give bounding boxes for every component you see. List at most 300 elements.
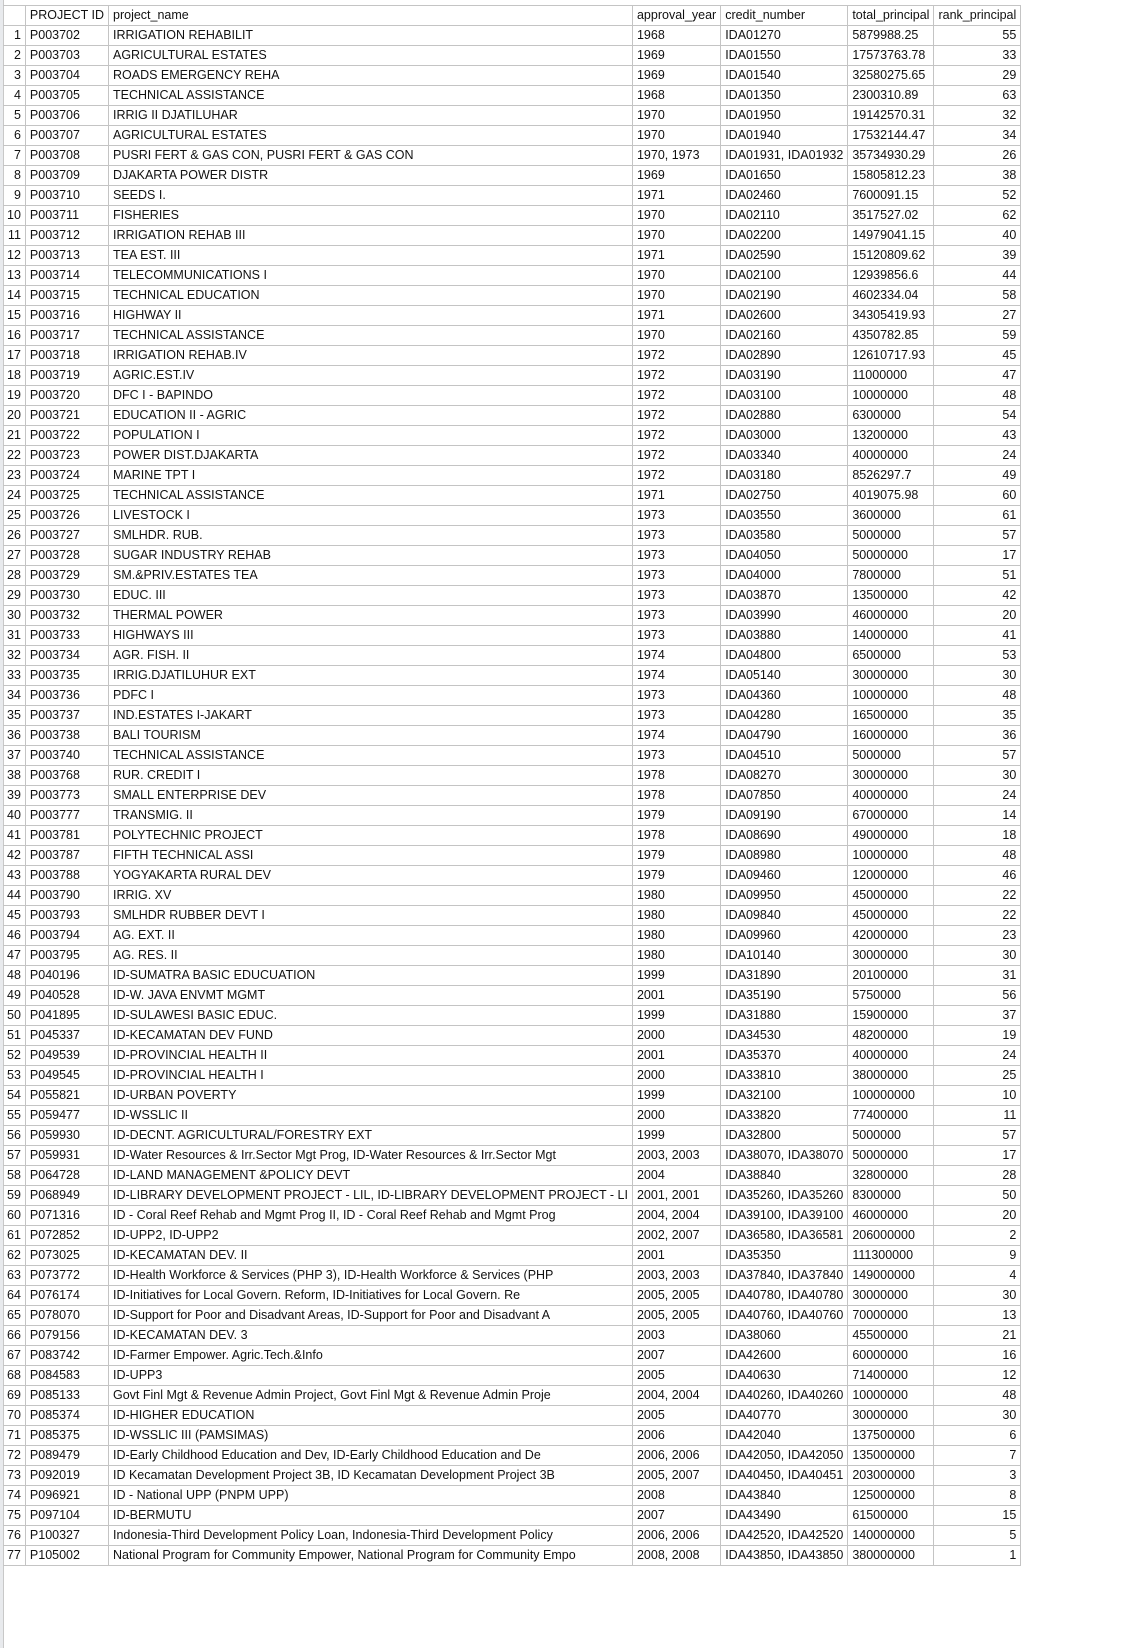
cell-project-name[interactable]: TEA EST. III — [109, 246, 633, 266]
cell-approval-year[interactable]: 2006, 2006 — [632, 1446, 720, 1466]
cell-total-principal[interactable]: 3517527.02 — [848, 206, 934, 226]
cell-total-principal[interactable]: 34305419.93 — [848, 306, 934, 326]
cell-rank-principal[interactable]: 61 — [934, 506, 1021, 526]
cell-approval-year[interactable]: 1980 — [632, 946, 720, 966]
cell-approval-year[interactable]: 1970 — [632, 266, 720, 286]
cell-rank-principal[interactable]: 38 — [934, 166, 1021, 186]
cell-total-principal[interactable]: 14000000 — [848, 626, 934, 646]
cell-project-name[interactable]: ID-WSSLIC II — [109, 1106, 633, 1126]
cell-project-name[interactable]: POPULATION I — [109, 426, 633, 446]
cell-rank-principal[interactable]: 60 — [934, 486, 1021, 506]
cell-credit-number[interactable]: IDA03000 — [721, 426, 848, 446]
cell-project-id[interactable]: P003721 — [25, 406, 108, 426]
cell-total-principal[interactable]: 30000000 — [848, 1286, 934, 1306]
cell-project-name[interactable]: ID-Early Childhood Education and Dev, ID-Early Childhood Education and De — [109, 1446, 633, 1466]
cell-credit-number[interactable]: IDA09190 — [721, 806, 848, 826]
cell-rank-principal[interactable]: 58 — [934, 286, 1021, 306]
cell-approval-year[interactable]: 2008, 2008 — [632, 1546, 720, 1566]
cell-project-id[interactable]: P003729 — [25, 566, 108, 586]
cell-approval-year[interactable]: 1971 — [632, 486, 720, 506]
cell-rank-principal[interactable]: 49 — [934, 466, 1021, 486]
cell-project-name[interactable]: TECHNICAL ASSISTANCE — [109, 326, 633, 346]
cell-rank-principal[interactable]: 45 — [934, 346, 1021, 366]
cell-project-name[interactable]: ID-LIBRARY DEVELOPMENT PROJECT - LIL, ID-LIBRARY DEVELOPMENT PROJECT - LI — [109, 1186, 633, 1206]
cell-project-id[interactable]: P003708 — [25, 146, 108, 166]
cell-credit-number[interactable]: IDA01550 — [721, 46, 848, 66]
cell-project-name[interactable]: EDUC. III — [109, 586, 633, 606]
cell-approval-year[interactable]: 1978 — [632, 766, 720, 786]
cell-credit-number[interactable]: IDA43490 — [721, 1506, 848, 1526]
cell-credit-number[interactable]: IDA04790 — [721, 726, 848, 746]
cell-total-principal[interactable]: 5000000 — [848, 1126, 934, 1146]
cell-project-id[interactable]: P089479 — [25, 1446, 108, 1466]
cell-rank-principal[interactable]: 56 — [934, 986, 1021, 1006]
cell-credit-number[interactable]: IDA04510 — [721, 746, 848, 766]
cell-credit-number[interactable]: IDA10140 — [721, 946, 848, 966]
cell-total-principal[interactable]: 45000000 — [848, 886, 934, 906]
cell-project-id[interactable]: P064728 — [25, 1166, 108, 1186]
cell-project-name[interactable]: ID-Initiatives for Local Govern. Reform, ID-Initiatives for Local Govern. Re — [109, 1286, 633, 1306]
cell-rank-principal[interactable]: 23 — [934, 926, 1021, 946]
cell-total-principal[interactable]: 5750000 — [848, 986, 934, 1006]
header-rank-principal[interactable]: rank_principal — [934, 6, 1021, 26]
cell-rank-principal[interactable]: 28 — [934, 1166, 1021, 1186]
cell-project-name[interactable]: ID-DECNT. AGRICULTURAL/FORESTRY EXT — [109, 1126, 633, 1146]
cell-project-id[interactable]: P003733 — [25, 626, 108, 646]
cell-rank-principal[interactable]: 30 — [934, 1286, 1021, 1306]
cell-project-id[interactable]: P085374 — [25, 1406, 108, 1426]
cell-total-principal[interactable]: 5879988.25 — [848, 26, 934, 46]
cell-project-id[interactable]: P003716 — [25, 306, 108, 326]
cell-project-id[interactable]: P003706 — [25, 106, 108, 126]
cell-total-principal[interactable]: 45500000 — [848, 1326, 934, 1346]
cell-project-id[interactable]: P071316 — [25, 1206, 108, 1226]
cell-total-principal[interactable]: 10000000 — [848, 846, 934, 866]
cell-rank-principal[interactable]: 21 — [934, 1326, 1021, 1346]
cell-credit-number[interactable]: IDA42050, IDA42050 — [721, 1446, 848, 1466]
cell-credit-number[interactable]: IDA38070, IDA38070 — [721, 1146, 848, 1166]
cell-rank-principal[interactable]: 18 — [934, 826, 1021, 846]
cell-credit-number[interactable]: IDA40770 — [721, 1406, 848, 1426]
cell-project-name[interactable]: AGRIC.EST.IV — [109, 366, 633, 386]
cell-approval-year[interactable]: 2007 — [632, 1346, 720, 1366]
cell-project-name[interactable]: AGRICULTURAL ESTATES — [109, 126, 633, 146]
cell-total-principal[interactable]: 42000000 — [848, 926, 934, 946]
cell-credit-number[interactable]: IDA40260, IDA40260 — [721, 1386, 848, 1406]
cell-project-name[interactable]: IRRIG II DJATILUHAR — [109, 106, 633, 126]
cell-project-id[interactable]: P003730 — [25, 586, 108, 606]
cell-approval-year[interactable]: 1980 — [632, 906, 720, 926]
cell-total-principal[interactable]: 137500000 — [848, 1426, 934, 1446]
cell-approval-year[interactable]: 1970 — [632, 286, 720, 306]
cell-rank-principal[interactable]: 37 — [934, 1006, 1021, 1026]
cell-project-name[interactable]: TECHNICAL ASSISTANCE — [109, 486, 633, 506]
cell-approval-year[interactable]: 2004 — [632, 1166, 720, 1186]
cell-rank-principal[interactable]: 30 — [934, 1406, 1021, 1426]
cell-project-name[interactable]: ID-KECAMATAN DEV. 3 — [109, 1326, 633, 1346]
cell-project-name[interactable]: DJAKARTA POWER DISTR — [109, 166, 633, 186]
cell-project-id[interactable]: P003704 — [25, 66, 108, 86]
cell-project-name[interactable]: HIGHWAYS III — [109, 626, 633, 646]
cell-credit-number[interactable]: IDA31890 — [721, 966, 848, 986]
cell-approval-year[interactable]: 2001, 2001 — [632, 1186, 720, 1206]
cell-project-id[interactable]: P068949 — [25, 1186, 108, 1206]
cell-approval-year[interactable]: 2008 — [632, 1486, 720, 1506]
cell-total-principal[interactable]: 135000000 — [848, 1446, 934, 1466]
cell-project-name[interactable]: ID-Water Resources & Irr.Sector Mgt Prog, ID-Water Resources & Irr.Sector Mgt — [109, 1146, 633, 1166]
cell-approval-year[interactable]: 2004, 2004 — [632, 1206, 720, 1226]
cell-rank-principal[interactable]: 39 — [934, 246, 1021, 266]
cell-project-id[interactable]: P003714 — [25, 266, 108, 286]
cell-credit-number[interactable]: IDA02110 — [721, 206, 848, 226]
cell-credit-number[interactable]: IDA02100 — [721, 266, 848, 286]
cell-project-id[interactable]: P059477 — [25, 1106, 108, 1126]
header-credit-number[interactable]: credit_number — [721, 6, 848, 26]
cell-project-name[interactable]: BALI TOURISM — [109, 726, 633, 746]
cell-credit-number[interactable]: IDA32100 — [721, 1086, 848, 1106]
cell-approval-year[interactable]: 2005, 2007 — [632, 1466, 720, 1486]
cell-credit-number[interactable]: IDA03580 — [721, 526, 848, 546]
cell-project-id[interactable]: P003728 — [25, 546, 108, 566]
cell-project-id[interactable]: P003793 — [25, 906, 108, 926]
cell-project-name[interactable]: ID-PROVINCIAL HEALTH I — [109, 1066, 633, 1086]
cell-project-id[interactable]: P003712 — [25, 226, 108, 246]
cell-credit-number[interactable]: IDA03880 — [721, 626, 848, 646]
cell-rank-principal[interactable]: 15 — [934, 1506, 1021, 1526]
cell-approval-year[interactable]: 1970 — [632, 106, 720, 126]
cell-total-principal[interactable]: 17573763.78 — [848, 46, 934, 66]
cell-project-id[interactable]: P003790 — [25, 886, 108, 906]
cell-total-principal[interactable]: 40000000 — [848, 446, 934, 466]
cell-approval-year[interactable]: 1999 — [632, 966, 720, 986]
cell-approval-year[interactable]: 1973 — [632, 626, 720, 646]
cell-approval-year[interactable]: 2003, 2003 — [632, 1146, 720, 1166]
cell-project-id[interactable]: P003719 — [25, 366, 108, 386]
cell-project-name[interactable]: SMLHDR. RUB. — [109, 526, 633, 546]
cell-project-id[interactable]: P003707 — [25, 126, 108, 146]
cell-approval-year[interactable]: 1970 — [632, 326, 720, 346]
cell-credit-number[interactable]: IDA01270 — [721, 26, 848, 46]
cell-approval-year[interactable]: 1979 — [632, 806, 720, 826]
cell-project-name[interactable]: ID-PROVINCIAL HEALTH II — [109, 1046, 633, 1066]
cell-project-name[interactable]: THERMAL POWER — [109, 606, 633, 626]
cell-credit-number[interactable]: IDA43840 — [721, 1486, 848, 1506]
cell-total-principal[interactable]: 111300000 — [848, 1246, 934, 1266]
cell-rank-principal[interactable]: 12 — [934, 1366, 1021, 1386]
cell-total-principal[interactable]: 32580275.65 — [848, 66, 934, 86]
cell-rank-principal[interactable]: 48 — [934, 1386, 1021, 1406]
cell-total-principal[interactable]: 16500000 — [848, 706, 934, 726]
cell-project-name[interactable]: AG. RES. II — [109, 946, 633, 966]
cell-credit-number[interactable]: IDA01940 — [721, 126, 848, 146]
cell-project-id[interactable]: P049539 — [25, 1046, 108, 1066]
cell-rank-principal[interactable]: 30 — [934, 946, 1021, 966]
cell-rank-principal[interactable]: 43 — [934, 426, 1021, 446]
cell-rank-principal[interactable]: 46 — [934, 866, 1021, 886]
cell-rank-principal[interactable]: 48 — [934, 686, 1021, 706]
cell-project-id[interactable]: P041895 — [25, 1006, 108, 1026]
cell-credit-number[interactable]: IDA09840 — [721, 906, 848, 926]
cell-project-name[interactable]: ID-LAND MANAGEMENT &POLICY DEVT — [109, 1166, 633, 1186]
cell-approval-year[interactable]: 1973 — [632, 526, 720, 546]
cell-project-id[interactable]: P003724 — [25, 466, 108, 486]
cell-approval-year[interactable]: 1972 — [632, 346, 720, 366]
cell-rank-principal[interactable]: 13 — [934, 1306, 1021, 1326]
cell-project-name[interactable]: AGR. FISH. II — [109, 646, 633, 666]
cell-credit-number[interactable]: IDA01540 — [721, 66, 848, 86]
cell-approval-year[interactable]: 1973 — [632, 746, 720, 766]
cell-rank-principal[interactable]: 5 — [934, 1526, 1021, 1546]
cell-project-id[interactable]: P003732 — [25, 606, 108, 626]
cell-approval-year[interactable]: 1972 — [632, 406, 720, 426]
cell-total-principal[interactable]: 38000000 — [848, 1066, 934, 1086]
cell-approval-year[interactable]: 1968 — [632, 86, 720, 106]
cell-project-name[interactable]: FIFTH TECHNICAL ASSI — [109, 846, 633, 866]
cell-total-principal[interactable]: 4602334.04 — [848, 286, 934, 306]
cell-rank-principal[interactable]: 30 — [934, 666, 1021, 686]
cell-rank-principal[interactable]: 34 — [934, 126, 1021, 146]
cell-rank-principal[interactable]: 47 — [934, 366, 1021, 386]
cell-project-id[interactable]: P003787 — [25, 846, 108, 866]
cell-rank-principal[interactable]: 7 — [934, 1446, 1021, 1466]
cell-project-id[interactable]: P003725 — [25, 486, 108, 506]
cell-total-principal[interactable]: 13200000 — [848, 426, 934, 446]
cell-approval-year[interactable]: 2006, 2006 — [632, 1526, 720, 1546]
cell-approval-year[interactable]: 2005 — [632, 1366, 720, 1386]
cell-project-name[interactable]: ID-SULAWESI BASIC EDUC. — [109, 1006, 633, 1026]
cell-approval-year[interactable]: 2001 — [632, 986, 720, 1006]
cell-credit-number[interactable]: IDA02590 — [721, 246, 848, 266]
cell-total-principal[interactable]: 3600000 — [848, 506, 934, 526]
cell-rank-principal[interactable]: 22 — [934, 906, 1021, 926]
cell-project-id[interactable]: P003711 — [25, 206, 108, 226]
cell-approval-year[interactable]: 2005, 2005 — [632, 1286, 720, 1306]
cell-total-principal[interactable]: 14979041.15 — [848, 226, 934, 246]
cell-rank-principal[interactable]: 24 — [934, 786, 1021, 806]
cell-rank-principal[interactable]: 3 — [934, 1466, 1021, 1486]
cell-credit-number[interactable]: IDA02460 — [721, 186, 848, 206]
cell-project-id[interactable]: P040528 — [25, 986, 108, 1006]
cell-total-principal[interactable]: 71400000 — [848, 1366, 934, 1386]
cell-project-name[interactable]: FISHERIES — [109, 206, 633, 226]
cell-project-id[interactable]: P003777 — [25, 806, 108, 826]
cell-approval-year[interactable]: 1970 — [632, 126, 720, 146]
cell-rank-principal[interactable]: 55 — [934, 26, 1021, 46]
cell-rank-principal[interactable]: 11 — [934, 1106, 1021, 1126]
cell-project-name[interactable]: SMALL ENTERPRISE DEV — [109, 786, 633, 806]
cell-approval-year[interactable]: 1974 — [632, 646, 720, 666]
cell-credit-number[interactable]: IDA04280 — [721, 706, 848, 726]
cell-credit-number[interactable]: IDA01950 — [721, 106, 848, 126]
cell-total-principal[interactable]: 6300000 — [848, 406, 934, 426]
cell-project-name[interactable]: ID - National UPP (PNPM UPP) — [109, 1486, 633, 1506]
cell-project-id[interactable]: P003702 — [25, 26, 108, 46]
cell-total-principal[interactable]: 12000000 — [848, 866, 934, 886]
cell-project-id[interactable]: P085133 — [25, 1386, 108, 1406]
cell-credit-number[interactable]: IDA34530 — [721, 1026, 848, 1046]
cell-project-name[interactable]: EDUCATION II - AGRIC — [109, 406, 633, 426]
cell-total-principal[interactable]: 4350782.85 — [848, 326, 934, 346]
cell-approval-year[interactable]: 1969 — [632, 166, 720, 186]
cell-rank-principal[interactable]: 41 — [934, 626, 1021, 646]
cell-project-id[interactable]: P097104 — [25, 1506, 108, 1526]
cell-approval-year[interactable]: 1973 — [632, 686, 720, 706]
cell-approval-year[interactable]: 1973 — [632, 706, 720, 726]
cell-total-principal[interactable]: 10000000 — [848, 686, 934, 706]
cell-approval-year[interactable]: 2006 — [632, 1426, 720, 1446]
cell-credit-number[interactable]: IDA35370 — [721, 1046, 848, 1066]
cell-credit-number[interactable]: IDA40450, IDA40451 — [721, 1466, 848, 1486]
cell-credit-number[interactable]: IDA05140 — [721, 666, 848, 686]
cell-project-id[interactable]: P003734 — [25, 646, 108, 666]
cell-credit-number[interactable]: IDA08980 — [721, 846, 848, 866]
cell-project-name[interactable]: Govt Finl Mgt & Revenue Admin Project, Govt Finl Mgt & Revenue Admin Proje — [109, 1386, 633, 1406]
cell-project-id[interactable]: P084583 — [25, 1366, 108, 1386]
cell-project-name[interactable]: PDFC I — [109, 686, 633, 706]
cell-project-name[interactable]: ID-UPP2, ID-UPP2 — [109, 1226, 633, 1246]
cell-project-id[interactable]: P003723 — [25, 446, 108, 466]
cell-project-name[interactable]: ID-Support for Poor and Disadvant Areas, ID-Support for Poor and Disadvant A — [109, 1306, 633, 1326]
cell-project-id[interactable]: P003794 — [25, 926, 108, 946]
cell-project-id[interactable]: P003736 — [25, 686, 108, 706]
cell-approval-year[interactable]: 1999 — [632, 1006, 720, 1026]
cell-credit-number[interactable]: IDA02890 — [721, 346, 848, 366]
cell-credit-number[interactable]: IDA09960 — [721, 926, 848, 946]
cell-credit-number[interactable]: IDA02200 — [721, 226, 848, 246]
cell-total-principal[interactable]: 45000000 — [848, 906, 934, 926]
cell-project-id[interactable]: P003710 — [25, 186, 108, 206]
cell-approval-year[interactable]: 1999 — [632, 1126, 720, 1146]
cell-credit-number[interactable]: IDA35190 — [721, 986, 848, 1006]
cell-approval-year[interactable]: 2007 — [632, 1506, 720, 1526]
cell-project-id[interactable]: P003709 — [25, 166, 108, 186]
cell-rank-principal[interactable]: 44 — [934, 266, 1021, 286]
cell-project-name[interactable]: TECHNICAL ASSISTANCE — [109, 746, 633, 766]
cell-credit-number[interactable]: IDA02750 — [721, 486, 848, 506]
cell-approval-year[interactable]: 1974 — [632, 666, 720, 686]
header-project-name[interactable]: project_name — [109, 6, 633, 26]
cell-rank-principal[interactable]: 4 — [934, 1266, 1021, 1286]
cell-approval-year[interactable]: 1972 — [632, 426, 720, 446]
cell-total-principal[interactable]: 61500000 — [848, 1506, 934, 1526]
header-project-id[interactable]: PROJECT ID — [25, 6, 108, 26]
cell-total-principal[interactable]: 7600091.15 — [848, 186, 934, 206]
cell-project-name[interactable]: AG. EXT. II — [109, 926, 633, 946]
cell-total-principal[interactable]: 10000000 — [848, 1386, 934, 1406]
cell-credit-number[interactable]: IDA33820 — [721, 1106, 848, 1126]
cell-total-principal[interactable]: 11000000 — [848, 366, 934, 386]
cell-approval-year[interactable]: 1972 — [632, 386, 720, 406]
cell-rank-principal[interactable]: 2 — [934, 1226, 1021, 1246]
cell-project-name[interactable]: ROADS EMERGENCY REHA — [109, 66, 633, 86]
cell-total-principal[interactable]: 48200000 — [848, 1026, 934, 1046]
cell-project-id[interactable]: P105002 — [25, 1546, 108, 1566]
cell-project-name[interactable]: ID Kecamatan Development Project 3B, ID Kecamatan Development Project 3B — [109, 1466, 633, 1486]
cell-rank-principal[interactable]: 20 — [934, 1206, 1021, 1226]
cell-total-principal[interactable]: 50000000 — [848, 546, 934, 566]
cell-rank-principal[interactable]: 48 — [934, 386, 1021, 406]
cell-rank-principal[interactable]: 20 — [934, 606, 1021, 626]
cell-project-name[interactable]: ID-URBAN POVERTY — [109, 1086, 633, 1106]
cell-project-id[interactable]: P003768 — [25, 766, 108, 786]
cell-credit-number[interactable]: IDA43850, IDA43850 — [721, 1546, 848, 1566]
cell-credit-number[interactable]: IDA35260, IDA35260 — [721, 1186, 848, 1206]
cell-total-principal[interactable]: 67000000 — [848, 806, 934, 826]
cell-approval-year[interactable]: 1971 — [632, 306, 720, 326]
cell-rank-principal[interactable]: 36 — [934, 726, 1021, 746]
cell-approval-year[interactable]: 1970 — [632, 206, 720, 226]
cell-approval-year[interactable]: 1970 — [632, 226, 720, 246]
cell-rank-principal[interactable]: 17 — [934, 546, 1021, 566]
cell-approval-year[interactable]: 1973 — [632, 566, 720, 586]
cell-project-id[interactable]: P003788 — [25, 866, 108, 886]
cell-approval-year[interactable]: 1969 — [632, 46, 720, 66]
cell-approval-year[interactable]: 1980 — [632, 886, 720, 906]
cell-rank-principal[interactable]: 52 — [934, 186, 1021, 206]
cell-credit-number[interactable]: IDA01350 — [721, 86, 848, 106]
cell-credit-number[interactable]: IDA03870 — [721, 586, 848, 606]
cell-project-id[interactable]: P003715 — [25, 286, 108, 306]
cell-rank-principal[interactable]: 10 — [934, 1086, 1021, 1106]
cell-total-principal[interactable]: 125000000 — [848, 1486, 934, 1506]
cell-project-name[interactable]: Indonesia-Third Development Policy Loan, Indonesia-Third Development Policy — [109, 1526, 633, 1546]
cell-credit-number[interactable]: IDA42600 — [721, 1346, 848, 1366]
cell-rank-principal[interactable]: 54 — [934, 406, 1021, 426]
cell-total-principal[interactable]: 149000000 — [848, 1266, 934, 1286]
cell-approval-year[interactable]: 1979 — [632, 866, 720, 886]
cell-total-principal[interactable]: 30000000 — [848, 1406, 934, 1426]
cell-rank-principal[interactable]: 25 — [934, 1066, 1021, 1086]
cell-rank-principal[interactable]: 14 — [934, 806, 1021, 826]
cell-rank-principal[interactable]: 31 — [934, 966, 1021, 986]
cell-credit-number[interactable]: IDA04800 — [721, 646, 848, 666]
cell-approval-year[interactable]: 2001 — [632, 1246, 720, 1266]
cell-credit-number[interactable]: IDA08690 — [721, 826, 848, 846]
header-approval-year[interactable]: approval_year — [632, 6, 720, 26]
cell-credit-number[interactable]: IDA40630 — [721, 1366, 848, 1386]
cell-total-principal[interactable]: 12610717.93 — [848, 346, 934, 366]
cell-credit-number[interactable]: IDA38060 — [721, 1326, 848, 1346]
cell-total-principal[interactable]: 30000000 — [848, 666, 934, 686]
cell-total-principal[interactable]: 16000000 — [848, 726, 934, 746]
cell-project-name[interactable]: PUSRI FERT & GAS CON, PUSRI FERT & GAS CON — [109, 146, 633, 166]
cell-credit-number[interactable]: IDA40760, IDA40760 — [721, 1306, 848, 1326]
cell-rank-principal[interactable]: 57 — [934, 526, 1021, 546]
cell-credit-number[interactable]: IDA02880 — [721, 406, 848, 426]
cell-project-name[interactable]: ID-Farmer Empower. Agric.Tech.&Info — [109, 1346, 633, 1366]
cell-total-principal[interactable]: 77400000 — [848, 1106, 934, 1126]
cell-project-id[interactable]: P003738 — [25, 726, 108, 746]
cell-project-id[interactable]: P003781 — [25, 826, 108, 846]
cell-credit-number[interactable]: IDA09950 — [721, 886, 848, 906]
cell-project-id[interactable]: P003713 — [25, 246, 108, 266]
cell-rank-principal[interactable]: 63 — [934, 86, 1021, 106]
cell-project-name[interactable]: IND.ESTATES I-JAKART — [109, 706, 633, 726]
cell-rank-principal[interactable]: 6 — [934, 1426, 1021, 1446]
cell-approval-year[interactable]: 1971 — [632, 246, 720, 266]
cell-project-name[interactable]: IRRIG. XV — [109, 886, 633, 906]
cell-project-id[interactable]: P059931 — [25, 1146, 108, 1166]
cell-approval-year[interactable]: 1970, 1973 — [632, 146, 720, 166]
cell-project-name[interactable]: ID-KECAMATAN DEV FUND — [109, 1026, 633, 1046]
cell-credit-number[interactable]: IDA01650 — [721, 166, 848, 186]
cell-total-principal[interactable]: 12939856.6 — [848, 266, 934, 286]
cell-credit-number[interactable]: IDA04360 — [721, 686, 848, 706]
cell-total-principal[interactable]: 49000000 — [848, 826, 934, 846]
cell-rank-principal[interactable]: 30 — [934, 766, 1021, 786]
cell-project-id[interactable]: P096921 — [25, 1486, 108, 1506]
cell-rank-principal[interactable]: 16 — [934, 1346, 1021, 1366]
